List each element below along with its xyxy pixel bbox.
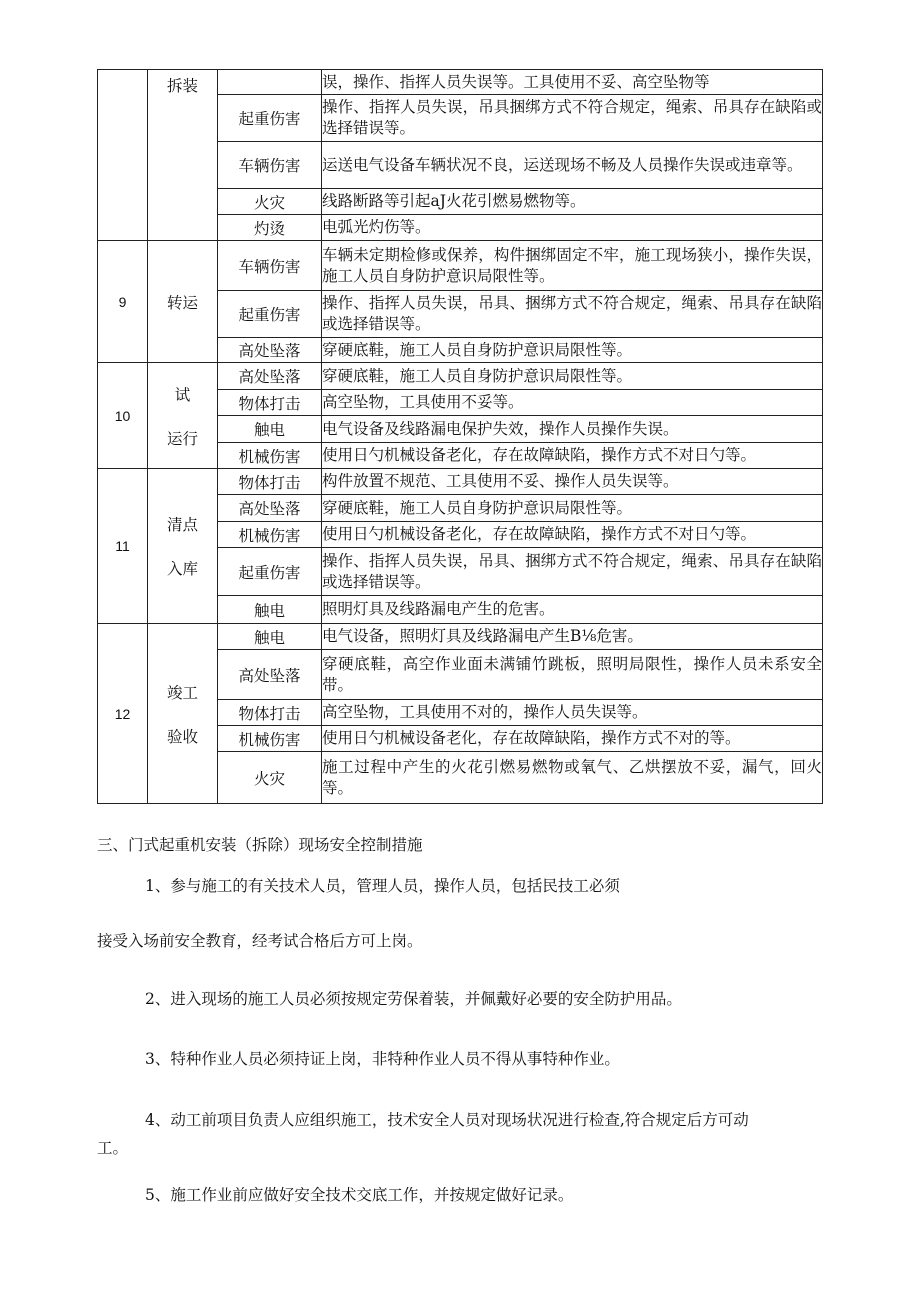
hazard-cell: 起重伤害 [218, 291, 322, 338]
step-label-line1: 清点 [166, 516, 198, 534]
cause-cell: 使用日勺机械设备老化，存在故障缺陷，操作方式不对的等。 [322, 726, 823, 752]
cause-cell: 照明灯具及线路漏电产生的危害。 [322, 596, 823, 624]
hazard-cell: 高处坠落 [218, 650, 322, 700]
cause-cell: 操作、指挥人员失误，吊具捆绑方式不符合规定，绳索、吊具存在缺陷或选择错误等。 [322, 95, 823, 142]
cause-cell: 穿硬底鞋，施工人员自身防护意识局限性等。 [322, 363, 823, 390]
step-label-line2: 入库 [166, 560, 198, 578]
cause-cell: 施工过程中产生的火花引燃易燃物或氧气、乙烘摆放不妥，漏气，回火等。 [322, 752, 823, 804]
table-row [98, 70, 823, 95]
cause-cell: 车辆未定期检修或保养，构件捆绑固定不牢，施工现场狭小，操作失误，施工人员自身防护意识局限性等。 [322, 241, 823, 291]
hazard-cell: 起重伤害 [218, 95, 322, 142]
step-label-line2: 运行 [166, 429, 198, 448]
step-label-line1: 竣工 [166, 683, 198, 702]
cause-cell: 电气设备，照明灯具及线路漏电产生B⅛危害。 [322, 624, 823, 650]
cause-cell: 电气设备及线路漏电保护失效，操作人员操作失误。 [322, 416, 823, 443]
hazard-cell: 高处坠落 [218, 338, 322, 363]
hazard-cell: 物体打击 [218, 469, 322, 495]
paragraph-3: 3、特种作业人员必须持证上岗，非特种作业人员不得从事特种作业。 [145, 1050, 620, 1068]
step-label-line2: 验收 [166, 727, 198, 746]
step-label-line1: 试 [174, 385, 191, 404]
cause-cell: 构件放置不规范、工具使用不妥、操作人员失误等。 [322, 469, 823, 495]
hazard-cell: 机械伤害 [218, 443, 322, 469]
step-cell [148, 469, 218, 624]
hazard-cell: 起重伤害 [218, 548, 322, 596]
hazard-cell: 车辆伤害 [218, 142, 322, 189]
row-number-cell: 10 [98, 363, 148, 469]
paragraph-1-line-2: 接受入场前安全教育，经考试合格后方可上岗。 [97, 932, 423, 950]
paragraph-1-line-1: 1、参与施工的有关技术人员，管理人员，操作人员，包括民技工必须 [145, 877, 620, 895]
hazard-cell: 高处坠落 [218, 363, 322, 390]
paragraph-4-line-2: 工。 [97, 1139, 129, 1157]
hazard-cell: 触电 [218, 596, 322, 624]
cause-cell: 高空坠物，工具使用不对的，操作人员失误等。 [322, 700, 823, 726]
hazard-cell: 火灾 [218, 189, 322, 215]
hazard-cell: 物体打击 [218, 700, 322, 726]
cause-cell: 穿硬底鞋，施工人员自身防护意识局限性等。 [322, 338, 823, 363]
section-title: 三、门式起重机安装（拆除）现场安全控制措施 [97, 836, 423, 854]
hazard-cell: 物体打击 [218, 390, 322, 416]
table-row [98, 624, 823, 650]
hazard-cell: 触电 [218, 624, 322, 650]
row-number-cell: 9 [98, 241, 148, 363]
hazard-cell: 火灾 [218, 752, 322, 804]
cause-cell: 操作、指挥人员失误，吊具、捆绑方式不符合规定，绳索、吊具存在缺陷或选择错误等。 [322, 548, 823, 596]
cause-cell: 使用日勺机械设备老化，存在故障缺陷，操作方式不对日勺等。 [322, 443, 823, 469]
hazard-cell: 触电 [218, 416, 322, 443]
row-number-cell: 11 [98, 469, 148, 624]
hazard-cell [218, 70, 322, 95]
cause-cell: 电弧光灼伤等。 [322, 215, 823, 241]
hazard-table [97, 69, 823, 804]
step-cell: 转运 [148, 241, 218, 363]
cause-cell: 运送电气设备车辆状况不良，运送现场不畅及人员操作失误或违章等。 [322, 142, 823, 189]
step-label: 拆装 [166, 77, 198, 95]
hazard-cell: 机械伤害 [218, 726, 322, 752]
step-cell [148, 624, 218, 804]
hazard-cell: 高处坠落 [218, 495, 322, 522]
table-row [98, 363, 823, 390]
cause-cell: 穿硬底鞋，高空作业面未满铺竹跳板，照明局限性，操作人员未系安全带。 [322, 650, 823, 700]
row-number-cell [98, 70, 148, 241]
cause-cell: 误，操作、指挥人员失误等。工具使用不妥、高空坠物等 [322, 70, 823, 95]
paragraph-4-line-1: 4、动工前项目负责人应组织施工，技术安全人员对现场状况进行检查,符合规定后方可动 [145, 1111, 749, 1129]
paragraph-5: 5、施工作业前应做好安全技术交底工作，并按规定做好记录。 [145, 1186, 574, 1204]
row-number-cell: 12 [98, 624, 148, 804]
cause-cell: 高空坠物，工具使用不妥等。 [322, 390, 823, 416]
step-cell [148, 70, 218, 241]
hazard-cell: 灼烫 [218, 215, 322, 241]
hazard-cell: 车辆伤害 [218, 241, 322, 291]
cause-cell: 穿硬底鞋，施工人员自身防护意识局限性等。 [322, 495, 823, 522]
table-row [98, 469, 823, 495]
table-row [98, 241, 823, 291]
hazard-cell: 机械伤害 [218, 522, 322, 548]
paragraph-2: 2、进入现场的施工人员必须按规定劳保着装，并佩戴好必要的安全防护用品。 [145, 990, 682, 1008]
step-cell [148, 363, 218, 469]
cause-cell: 使用日勺机械设备老化，存在故障缺陷，操作方式不对日勺等。 [322, 522, 823, 548]
cause-cell: 线路断路等引起aJ火花引燃易燃物等。 [322, 189, 823, 215]
cause-cell: 操作、指挥人员失误，吊具、捆绑方式不符合规定，绳索、吊具存在缺陷或选择错误等。 [322, 291, 823, 338]
